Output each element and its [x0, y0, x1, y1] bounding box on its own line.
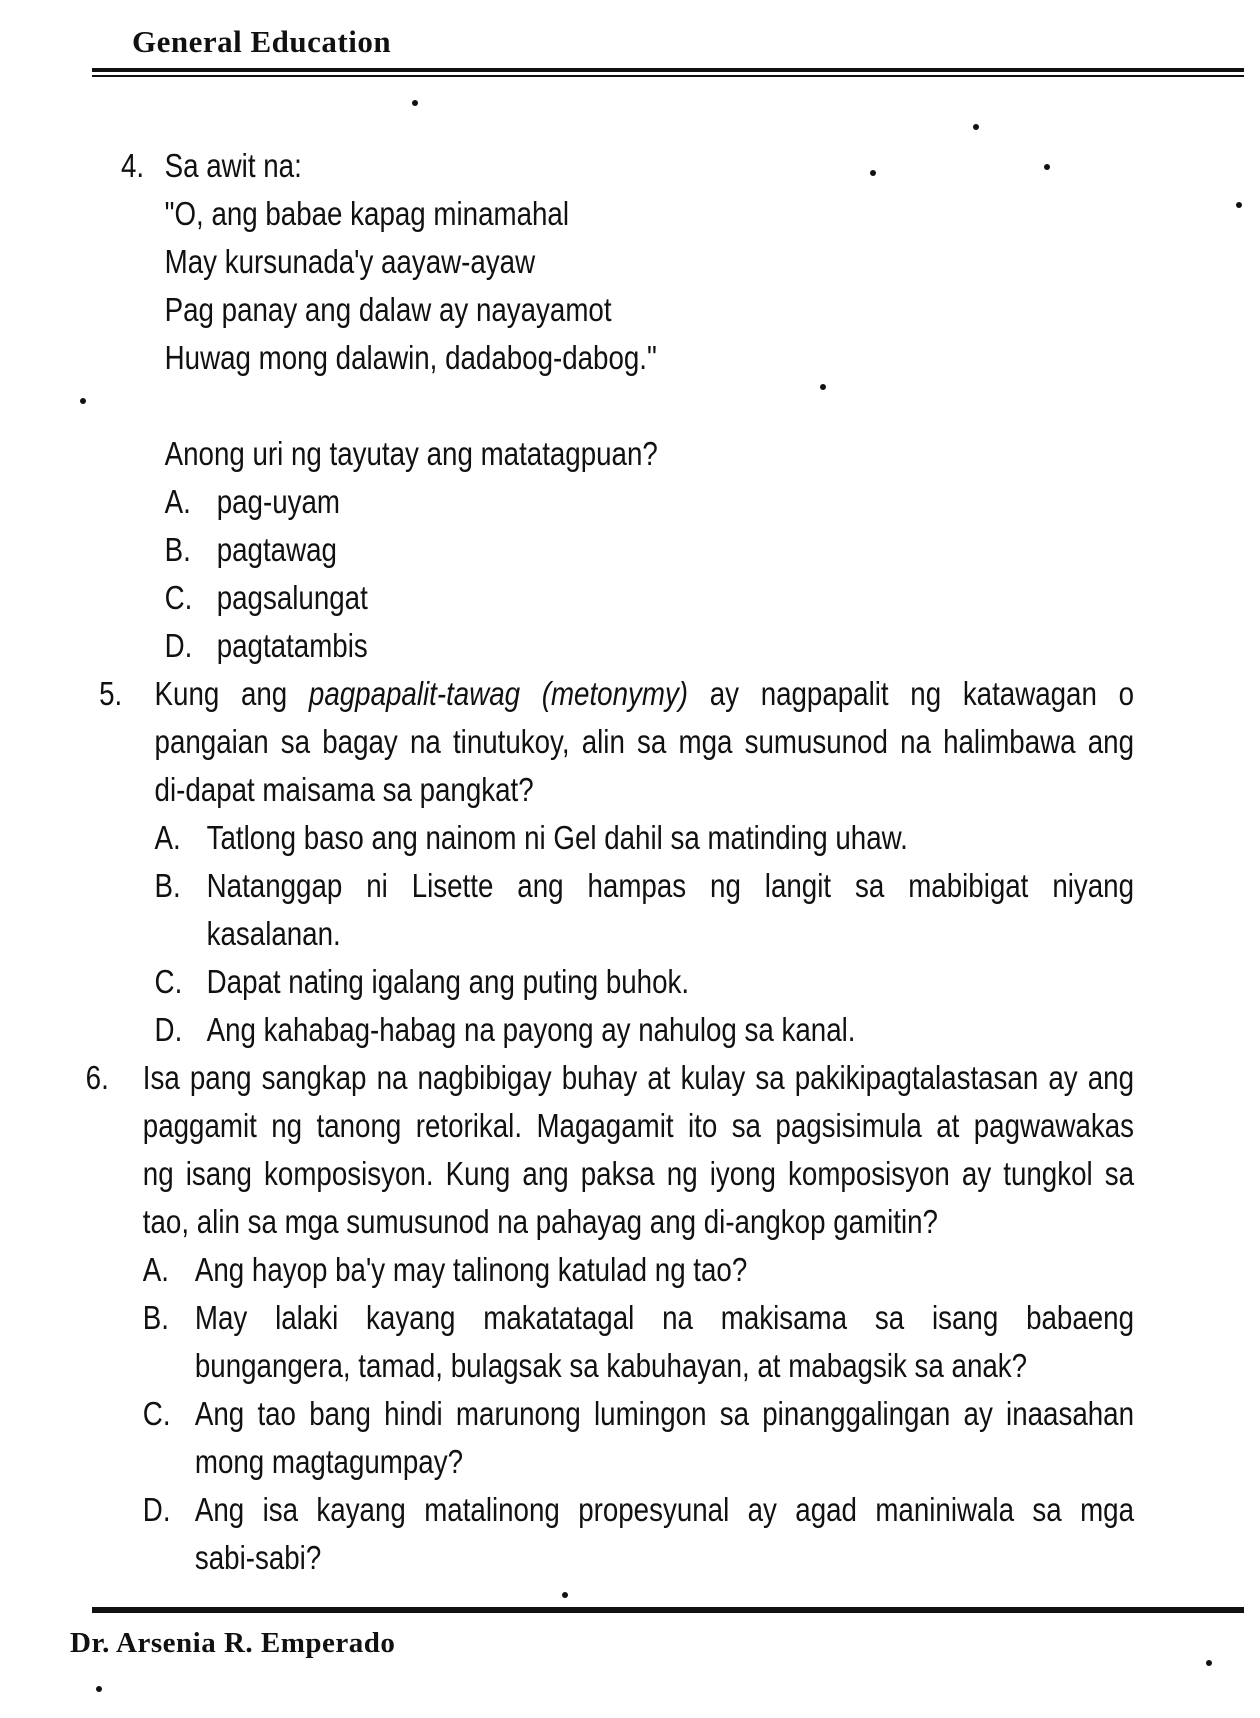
option-letter: C.	[164, 579, 193, 616]
option-text: Ang isa kayang matalinong propesyunal ay agad maniniwala sa mga	[194, 1491, 1134, 1528]
option-text: pagsalungat	[216, 579, 368, 616]
poem-line: May kursunada'y aayaw-ayaw	[164, 243, 536, 280]
scan-speck	[870, 170, 876, 176]
poem-line: Huwag mong dalawin, dadabog-dabog."	[164, 339, 657, 376]
option-text: Ang hayop ba'y may talinong katulad ng tao?	[194, 1251, 748, 1288]
scan-speck	[973, 124, 979, 130]
option-text: Ang tao bang hindi marunong lumingon sa pinanggalingan ay inaasahan	[194, 1395, 1134, 1432]
scan-speck	[1206, 1660, 1212, 1666]
option-letter: D.	[164, 627, 193, 664]
question-prompt-line: Isa pang sangkap na nagbibigay buhay at kulay sa pakikipagtalastasan ay ang	[142, 1059, 1135, 1096]
question-number: 5.	[99, 675, 123, 712]
option-text: Natanggap ni Lisette ang hampas ng langit sa mabibigat niyang	[206, 867, 1134, 904]
question-prompt-line: Kung ang pagpapalit-tawag (metonymy) ay nagpapalit ng katawagan o	[154, 675, 1134, 712]
question-prompt: Anong uri ng tayutay ang matatagpuan?	[164, 435, 658, 472]
option-text: May lalaki kayang makatatagal na makisama sa isang babaeng	[194, 1299, 1134, 1336]
option-letter: D.	[142, 1491, 171, 1528]
option-text: pagtawag	[216, 531, 337, 568]
question-prompt-line: tao, alin sa mga sumusunod na pahayag ang di-angkop gamitin?	[142, 1203, 938, 1240]
poem-line: "O, ang babae kapag minamahal	[164, 195, 569, 232]
option-text: Ang kahabag-habag na payong ay nahulog sa kanal.	[206, 1011, 856, 1048]
scan-speck	[1044, 164, 1050, 170]
scan-speck	[412, 100, 418, 106]
option-letter: D.	[154, 1011, 183, 1048]
question-number: 4.	[120, 147, 145, 184]
footer-rule	[92, 1604, 1244, 1613]
question-number: 6.	[85, 1059, 109, 1096]
question-prompt-line: ng isang komposisyon. Kung ang paksa ng iyong komposisyon ay tungkol sa	[142, 1155, 1135, 1192]
option-text: Dapat nating igalang ang puting buhok.	[206, 963, 690, 1000]
scan-speck	[820, 384, 826, 390]
question-intro: Sa awit na:	[164, 147, 302, 184]
option-text: pagtatambis	[216, 627, 368, 664]
question-prompt-line: pangaian sa bagay na tinutukoy, alin sa mga sumusunod na halimbawa ang	[154, 723, 1134, 760]
question-prompt-line: di-dapat maisama sa pangkat?	[154, 771, 534, 808]
option-text: bungangera, tamad, bulagsak sa kabuhayan, at mabagsik sa anak?	[194, 1347, 1028, 1384]
scan-speck	[1236, 202, 1242, 208]
option-letter: A.	[142, 1251, 169, 1288]
option-text: sabi-sabi?	[194, 1539, 322, 1576]
option-letter: C.	[154, 963, 183, 1000]
option-letter: B.	[164, 531, 191, 568]
option-letter: A.	[164, 483, 191, 520]
footer-author: Dr. Arsenia R. Emperado	[70, 1627, 396, 1659]
option-text: pag-uyam	[216, 483, 340, 520]
question-prompt-line: paggamit ng tanong retorikal. Magagamit ito sa pagsisimula at pagwawakas	[142, 1107, 1135, 1144]
option-text: kasalanan.	[206, 915, 341, 952]
option-letter: A.	[154, 819, 181, 856]
page-header-title: General Education	[132, 24, 392, 59]
scan-speck	[562, 1592, 568, 1598]
scan-speck	[96, 1686, 102, 1692]
option-text: mong magtagumpay?	[194, 1443, 464, 1480]
scan-speck	[80, 398, 86, 404]
option-letter: C.	[142, 1395, 171, 1432]
option-text: Tatlong baso ang nainom ni Gel dahil sa matinding uhaw.	[206, 819, 908, 856]
header-rule	[92, 68, 1244, 77]
option-letter: B.	[154, 867, 181, 904]
option-letter: B.	[142, 1299, 169, 1336]
poem-line: Pag panay ang dalaw ay nayayamot	[164, 291, 612, 328]
